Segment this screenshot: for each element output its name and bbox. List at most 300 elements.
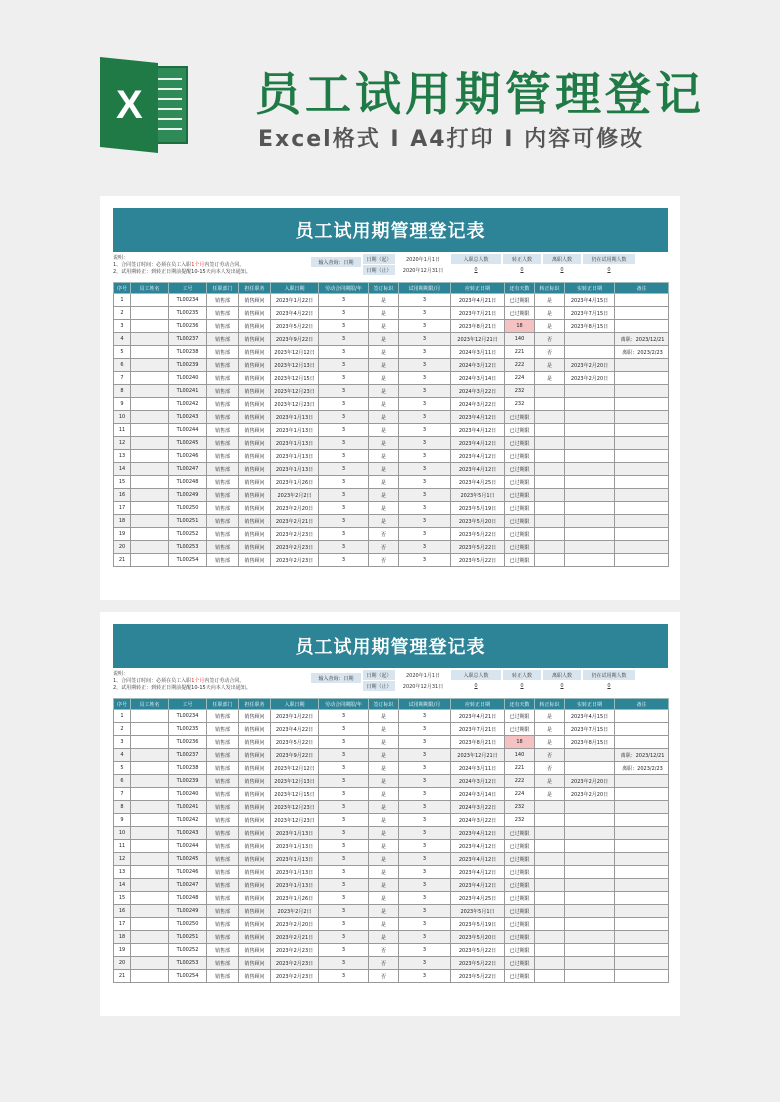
cell-flag[interactable]: 是: [535, 372, 565, 385]
cell-signed[interactable]: 是: [369, 450, 399, 463]
cell-days[interactable]: 已过期限: [505, 853, 535, 866]
cell-dept[interactable]: 销售部: [207, 502, 239, 515]
cell-due[interactable]: 2023年4月21日: [451, 710, 505, 723]
cell-flag[interactable]: [535, 398, 565, 411]
cell-actual[interactable]: [565, 515, 615, 528]
cell-pos[interactable]: 销售顾问: [239, 450, 271, 463]
cell-id[interactable]: TL00241: [169, 385, 207, 398]
cell-name[interactable]: [131, 437, 169, 450]
cell-no[interactable]: 7: [114, 372, 131, 385]
cell-name[interactable]: [131, 463, 169, 476]
cell-actual[interactable]: [565, 866, 615, 879]
cell-dept[interactable]: 销售部: [207, 489, 239, 502]
cell-signed[interactable]: 是: [369, 749, 399, 762]
cell-remark[interactable]: [615, 905, 669, 918]
cell-join[interactable]: 2023年1月13日: [271, 437, 319, 450]
cell-name[interactable]: [131, 905, 169, 918]
cell-no[interactable]: 16: [114, 489, 131, 502]
cell-due[interactable]: 2024年3月12日: [451, 359, 505, 372]
cell-signed[interactable]: 是: [369, 879, 399, 892]
cell-dept[interactable]: 销售部: [207, 957, 239, 970]
cell-join[interactable]: 2023年5月22日: [271, 736, 319, 749]
cell-signed[interactable]: 否: [369, 541, 399, 554]
cell-days[interactable]: 已过期限: [505, 476, 535, 489]
cell-remark[interactable]: [615, 437, 669, 450]
cell-contract[interactable]: 3: [319, 515, 369, 528]
cell-remark[interactable]: [615, 892, 669, 905]
cell-due[interactable]: 2023年12月21日: [451, 333, 505, 346]
cell-id[interactable]: TL00249: [169, 489, 207, 502]
cell-days[interactable]: 已过期限: [505, 905, 535, 918]
cell-trial[interactable]: 3: [399, 450, 451, 463]
cell-no[interactable]: 18: [114, 515, 131, 528]
cell-due[interactable]: 2023年4月12日: [451, 853, 505, 866]
cell-actual[interactable]: [565, 476, 615, 489]
cell-days[interactable]: 140: [505, 333, 535, 346]
cell-no[interactable]: 15: [114, 892, 131, 905]
cell-pos[interactable]: 销售顾问: [239, 463, 271, 476]
cell-contract[interactable]: 3: [319, 450, 369, 463]
cell-flag[interactable]: [535, 541, 565, 554]
cell-remark[interactable]: [615, 528, 669, 541]
cell-dept[interactable]: 销售部: [207, 801, 239, 814]
cell-dept[interactable]: 销售部: [207, 398, 239, 411]
cell-flag[interactable]: [535, 385, 565, 398]
cell-dept[interactable]: 销售部: [207, 762, 239, 775]
cell-days[interactable]: 232: [505, 385, 535, 398]
cell-actual[interactable]: [565, 749, 615, 762]
cell-pos[interactable]: 销售顾问: [239, 710, 271, 723]
cell-pos[interactable]: 销售顾问: [239, 333, 271, 346]
cell-name[interactable]: [131, 814, 169, 827]
cell-trial[interactable]: 3: [399, 398, 451, 411]
cell-days[interactable]: 222: [505, 359, 535, 372]
cell-remark[interactable]: [615, 372, 669, 385]
cell-id[interactable]: TL00240: [169, 372, 207, 385]
cell-trial[interactable]: 3: [399, 853, 451, 866]
cell-trial[interactable]: 3: [399, 827, 451, 840]
cell-signed[interactable]: 是: [369, 827, 399, 840]
cell-pos[interactable]: 销售顾问: [239, 827, 271, 840]
cell-flag[interactable]: [535, 905, 565, 918]
cell-no[interactable]: 17: [114, 502, 131, 515]
cell-due[interactable]: 2023年4月12日: [451, 424, 505, 437]
cell-flag[interactable]: [535, 970, 565, 983]
date-start-input[interactable]: 2020年1月1日: [405, 256, 441, 263]
cell-pos[interactable]: 销售顾问: [239, 385, 271, 398]
cell-contract[interactable]: 3: [319, 476, 369, 489]
cell-flag[interactable]: [535, 866, 565, 879]
cell-name[interactable]: [131, 411, 169, 424]
cell-signed[interactable]: 是: [369, 866, 399, 879]
cell-actual[interactable]: [565, 957, 615, 970]
cell-no[interactable]: 14: [114, 879, 131, 892]
cell-flag[interactable]: 是: [535, 775, 565, 788]
cell-join[interactable]: 2023年12月15日: [271, 788, 319, 801]
cell-trial[interactable]: 3: [399, 775, 451, 788]
cell-id[interactable]: TL00235: [169, 307, 207, 320]
cell-no[interactable]: 21: [114, 554, 131, 567]
cell-dept[interactable]: 销售部: [207, 372, 239, 385]
cell-signed[interactable]: 否: [369, 944, 399, 957]
cell-actual[interactable]: [565, 398, 615, 411]
cell-days[interactable]: 已过期限: [505, 450, 535, 463]
cell-due[interactable]: 2023年4月21日: [451, 294, 505, 307]
cell-pos[interactable]: 销售顾问: [239, 736, 271, 749]
cell-join[interactable]: 2023年2月21日: [271, 515, 319, 528]
cell-due[interactable]: 2023年4月12日: [451, 866, 505, 879]
cell-id[interactable]: TL00241: [169, 801, 207, 814]
cell-flag[interactable]: 是: [535, 320, 565, 333]
cell-actual[interactable]: [565, 853, 615, 866]
cell-due[interactable]: 2023年5月19日: [451, 502, 505, 515]
cell-id[interactable]: TL00248: [169, 892, 207, 905]
cell-remark[interactable]: [615, 944, 669, 957]
cell-actual[interactable]: 2023年7月15日: [565, 723, 615, 736]
cell-trial[interactable]: 3: [399, 710, 451, 723]
cell-due[interactable]: 2023年5月1日: [451, 489, 505, 502]
cell-join[interactable]: 2023年2月21日: [271, 931, 319, 944]
cell-remark[interactable]: [615, 450, 669, 463]
cell-dept[interactable]: 销售部: [207, 307, 239, 320]
cell-name[interactable]: [131, 424, 169, 437]
cell-trial[interactable]: 3: [399, 957, 451, 970]
cell-dept[interactable]: 销售部: [207, 866, 239, 879]
cell-flag[interactable]: 否: [535, 333, 565, 346]
cell-name[interactable]: [131, 476, 169, 489]
cell-id[interactable]: TL00242: [169, 814, 207, 827]
cell-pos[interactable]: 销售顾问: [239, 905, 271, 918]
cell-contract[interactable]: 3: [319, 346, 369, 359]
cell-signed[interactable]: 是: [369, 515, 399, 528]
cell-id[interactable]: TL00238: [169, 762, 207, 775]
cell-days[interactable]: 已过期限: [505, 931, 535, 944]
cell-due[interactable]: 2024年3月22日: [451, 385, 505, 398]
cell-remark[interactable]: [615, 814, 669, 827]
cell-flag[interactable]: [535, 554, 565, 567]
cell-id[interactable]: TL00252: [169, 944, 207, 957]
cell-signed[interactable]: 是: [369, 411, 399, 424]
cell-name[interactable]: [131, 372, 169, 385]
cell-days[interactable]: 18: [505, 736, 535, 749]
cell-pos[interactable]: 销售顾问: [239, 970, 271, 983]
cell-trial[interactable]: 3: [399, 294, 451, 307]
cell-no[interactable]: 13: [114, 866, 131, 879]
cell-join[interactable]: 2023年2月2日: [271, 489, 319, 502]
cell-due[interactable]: 2023年4月12日: [451, 840, 505, 853]
cell-signed[interactable]: 是: [369, 437, 399, 450]
cell-contract[interactable]: 3: [319, 879, 369, 892]
cell-due[interactable]: 2023年4月25日: [451, 476, 505, 489]
cell-remark[interactable]: 离职：2023/2/23: [615, 346, 669, 359]
cell-remark[interactable]: 离职：2023/12/21: [615, 749, 669, 762]
cell-pos[interactable]: 销售顾问: [239, 320, 271, 333]
cell-pos[interactable]: 销售顾问: [239, 879, 271, 892]
cell-no[interactable]: 20: [114, 541, 131, 554]
cell-signed[interactable]: 是: [369, 424, 399, 437]
cell-days[interactable]: 已过期限: [505, 307, 535, 320]
cell-pos[interactable]: 销售顾问: [239, 294, 271, 307]
cell-name[interactable]: [131, 788, 169, 801]
cell-due[interactable]: 2023年5月20日: [451, 515, 505, 528]
cell-signed[interactable]: 是: [369, 320, 399, 333]
cell-no[interactable]: 21: [114, 970, 131, 983]
cell-signed[interactable]: 是: [369, 840, 399, 853]
cell-dept[interactable]: 销售部: [207, 918, 239, 931]
cell-actual[interactable]: [565, 424, 615, 437]
cell-trial[interactable]: 3: [399, 866, 451, 879]
cell-actual[interactable]: [565, 450, 615, 463]
cell-dept[interactable]: 销售部: [207, 424, 239, 437]
cell-trial[interactable]: 3: [399, 892, 451, 905]
cell-no[interactable]: 3: [114, 736, 131, 749]
cell-actual[interactable]: 2023年4月15日: [565, 710, 615, 723]
cell-signed[interactable]: 是: [369, 905, 399, 918]
cell-signed[interactable]: 是: [369, 463, 399, 476]
cell-trial[interactable]: 3: [399, 385, 451, 398]
cell-no[interactable]: 6: [114, 775, 131, 788]
cell-flag[interactable]: 否: [535, 346, 565, 359]
cell-trial[interactable]: 3: [399, 749, 451, 762]
cell-remark[interactable]: [615, 476, 669, 489]
cell-dept[interactable]: 销售部: [207, 346, 239, 359]
cell-name[interactable]: [131, 294, 169, 307]
cell-actual[interactable]: [565, 970, 615, 983]
cell-due[interactable]: 2023年5月22日: [451, 541, 505, 554]
cell-due[interactable]: 2023年5月22日: [451, 554, 505, 567]
cell-no[interactable]: 17: [114, 918, 131, 931]
cell-name[interactable]: [131, 866, 169, 879]
cell-trial[interactable]: 3: [399, 437, 451, 450]
cell-days[interactable]: 已过期限: [505, 723, 535, 736]
cell-pos[interactable]: 销售顾问: [239, 398, 271, 411]
cell-days[interactable]: 已过期限: [505, 944, 535, 957]
cell-name[interactable]: [131, 736, 169, 749]
cell-days[interactable]: 224: [505, 372, 535, 385]
cell-remark[interactable]: [615, 307, 669, 320]
cell-contract[interactable]: 3: [319, 463, 369, 476]
cell-due[interactable]: 2023年7月21日: [451, 307, 505, 320]
cell-signed[interactable]: 否: [369, 528, 399, 541]
cell-dept[interactable]: 销售部: [207, 723, 239, 736]
cell-no[interactable]: 15: [114, 476, 131, 489]
cell-pos[interactable]: 销售顾问: [239, 853, 271, 866]
cell-dept[interactable]: 销售部: [207, 528, 239, 541]
cell-join[interactable]: 2023年12月12日: [271, 346, 319, 359]
cell-pos[interactable]: 销售顾问: [239, 372, 271, 385]
cell-remark[interactable]: [615, 970, 669, 983]
cell-trial[interactable]: 3: [399, 424, 451, 437]
cell-days[interactable]: 已过期限: [505, 528, 535, 541]
cell-contract[interactable]: 3: [319, 957, 369, 970]
cell-name[interactable]: [131, 840, 169, 853]
cell-trial[interactable]: 3: [399, 333, 451, 346]
cell-contract[interactable]: 3: [319, 801, 369, 814]
cell-signed[interactable]: 是: [369, 398, 399, 411]
cell-name[interactable]: [131, 398, 169, 411]
cell-actual[interactable]: [565, 346, 615, 359]
cell-flag[interactable]: [535, 450, 565, 463]
cell-days[interactable]: 18: [505, 320, 535, 333]
cell-flag[interactable]: [535, 892, 565, 905]
cell-signed[interactable]: 是: [369, 333, 399, 346]
cell-join[interactable]: 2023年2月23日: [271, 970, 319, 983]
cell-trial[interactable]: 3: [399, 528, 451, 541]
cell-signed[interactable]: 是: [369, 710, 399, 723]
cell-flag[interactable]: 是: [535, 710, 565, 723]
cell-flag[interactable]: 否: [535, 762, 565, 775]
cell-trial[interactable]: 3: [399, 554, 451, 567]
cell-remark[interactable]: [615, 398, 669, 411]
cell-contract[interactable]: 3: [319, 736, 369, 749]
cell-actual[interactable]: 2023年2月20日: [565, 372, 615, 385]
cell-due[interactable]: 2023年5月19日: [451, 918, 505, 931]
cell-contract[interactable]: 3: [319, 320, 369, 333]
cell-signed[interactable]: 否: [369, 554, 399, 567]
cell-contract[interactable]: 3: [319, 372, 369, 385]
cell-remark[interactable]: [615, 827, 669, 840]
cell-remark[interactable]: [615, 736, 669, 749]
cell-no[interactable]: 4: [114, 749, 131, 762]
cell-due[interactable]: 2023年5月22日: [451, 944, 505, 957]
cell-name[interactable]: [131, 970, 169, 983]
cell-id[interactable]: TL00234: [169, 294, 207, 307]
cell-pos[interactable]: 销售顾问: [239, 801, 271, 814]
date-end-input[interactable]: 2020年12月31日: [402, 683, 444, 690]
cell-name[interactable]: [131, 489, 169, 502]
cell-days[interactable]: 已过期限: [505, 294, 535, 307]
cell-flag[interactable]: 是: [535, 307, 565, 320]
cell-join[interactable]: 2023年1月13日: [271, 853, 319, 866]
cell-id[interactable]: TL00236: [169, 736, 207, 749]
cell-trial[interactable]: 3: [399, 788, 451, 801]
cell-name[interactable]: [131, 385, 169, 398]
cell-trial[interactable]: 3: [399, 736, 451, 749]
cell-signed[interactable]: 是: [369, 931, 399, 944]
cell-flag[interactable]: [535, 840, 565, 853]
cell-dept[interactable]: 销售部: [207, 385, 239, 398]
cell-id[interactable]: TL00248: [169, 476, 207, 489]
cell-dept[interactable]: 销售部: [207, 905, 239, 918]
cell-days[interactable]: 已过期限: [505, 918, 535, 931]
cell-no[interactable]: 5: [114, 762, 131, 775]
cell-remark[interactable]: [615, 411, 669, 424]
cell-no[interactable]: 2: [114, 723, 131, 736]
cell-signed[interactable]: 是: [369, 346, 399, 359]
cell-signed[interactable]: 是: [369, 489, 399, 502]
cell-dept[interactable]: 销售部: [207, 788, 239, 801]
cell-due[interactable]: 2023年4月25日: [451, 892, 505, 905]
cell-no[interactable]: 7: [114, 788, 131, 801]
cell-actual[interactable]: 2023年8月15日: [565, 320, 615, 333]
cell-id[interactable]: TL00253: [169, 541, 207, 554]
cell-dept[interactable]: 销售部: [207, 541, 239, 554]
cell-remark[interactable]: 离职：2023/12/21: [615, 333, 669, 346]
cell-no[interactable]: 9: [114, 398, 131, 411]
cell-actual[interactable]: [565, 541, 615, 554]
cell-signed[interactable]: 否: [369, 970, 399, 983]
cell-remark[interactable]: [615, 320, 669, 333]
cell-pos[interactable]: 销售顾问: [239, 749, 271, 762]
cell-remark[interactable]: [615, 931, 669, 944]
cell-trial[interactable]: 3: [399, 502, 451, 515]
cell-join[interactable]: 2023年2月23日: [271, 541, 319, 554]
cell-due[interactable]: 2023年4月12日: [451, 463, 505, 476]
cell-no[interactable]: 12: [114, 853, 131, 866]
cell-remark[interactable]: [615, 554, 669, 567]
cell-contract[interactable]: 3: [319, 749, 369, 762]
cell-pos[interactable]: 销售顾问: [239, 840, 271, 853]
cell-no[interactable]: 12: [114, 437, 131, 450]
cell-pos[interactable]: 销售顾问: [239, 775, 271, 788]
cell-name[interactable]: [131, 944, 169, 957]
cell-signed[interactable]: 是: [369, 918, 399, 931]
cell-days[interactable]: 已过期限: [505, 957, 535, 970]
cell-join[interactable]: 2023年2月23日: [271, 528, 319, 541]
cell-flag[interactable]: [535, 944, 565, 957]
cell-id[interactable]: TL00237: [169, 333, 207, 346]
cell-join[interactable]: 2023年12月12日: [271, 762, 319, 775]
cell-trial[interactable]: 3: [399, 346, 451, 359]
cell-trial[interactable]: 3: [399, 801, 451, 814]
cell-actual[interactable]: [565, 918, 615, 931]
cell-pos[interactable]: 销售顾问: [239, 554, 271, 567]
cell-dept[interactable]: 销售部: [207, 320, 239, 333]
cell-pos[interactable]: 销售顾问: [239, 541, 271, 554]
cell-contract[interactable]: 3: [319, 502, 369, 515]
cell-trial[interactable]: 3: [399, 944, 451, 957]
cell-id[interactable]: TL00234: [169, 710, 207, 723]
cell-name[interactable]: [131, 801, 169, 814]
cell-join[interactable]: 2023年1月13日: [271, 879, 319, 892]
cell-remark[interactable]: [615, 424, 669, 437]
cell-dept[interactable]: 销售部: [207, 879, 239, 892]
cell-contract[interactable]: 3: [319, 398, 369, 411]
cell-id[interactable]: TL00245: [169, 437, 207, 450]
cell-no[interactable]: 19: [114, 944, 131, 957]
cell-actual[interactable]: [565, 437, 615, 450]
cell-no[interactable]: 19: [114, 528, 131, 541]
cell-due[interactable]: 2023年5月1日: [451, 905, 505, 918]
cell-contract[interactable]: 3: [319, 827, 369, 840]
cell-no[interactable]: 5: [114, 346, 131, 359]
cell-id[interactable]: TL00245: [169, 853, 207, 866]
cell-dept[interactable]: 销售部: [207, 840, 239, 853]
cell-contract[interactable]: 3: [319, 424, 369, 437]
cell-dept[interactable]: 销售部: [207, 749, 239, 762]
cell-actual[interactable]: [565, 762, 615, 775]
cell-pos[interactable]: 销售顾问: [239, 528, 271, 541]
cell-id[interactable]: TL00244: [169, 424, 207, 437]
cell-pos[interactable]: 销售顾问: [239, 359, 271, 372]
cell-due[interactable]: 2024年3月14日: [451, 788, 505, 801]
cell-id[interactable]: TL00246: [169, 866, 207, 879]
cell-no[interactable]: 10: [114, 411, 131, 424]
cell-days[interactable]: 已过期限: [505, 489, 535, 502]
cell-trial[interactable]: 3: [399, 931, 451, 944]
cell-trial[interactable]: 3: [399, 463, 451, 476]
cell-trial[interactable]: 3: [399, 918, 451, 931]
cell-name[interactable]: [131, 320, 169, 333]
cell-pos[interactable]: 销售顾问: [239, 437, 271, 450]
cell-contract[interactable]: 3: [319, 905, 369, 918]
cell-id[interactable]: TL00252: [169, 528, 207, 541]
cell-name[interactable]: [131, 931, 169, 944]
cell-actual[interactable]: [565, 528, 615, 541]
cell-due[interactable]: 2023年5月22日: [451, 528, 505, 541]
cell-signed[interactable]: 是: [369, 294, 399, 307]
cell-signed[interactable]: 是: [369, 775, 399, 788]
